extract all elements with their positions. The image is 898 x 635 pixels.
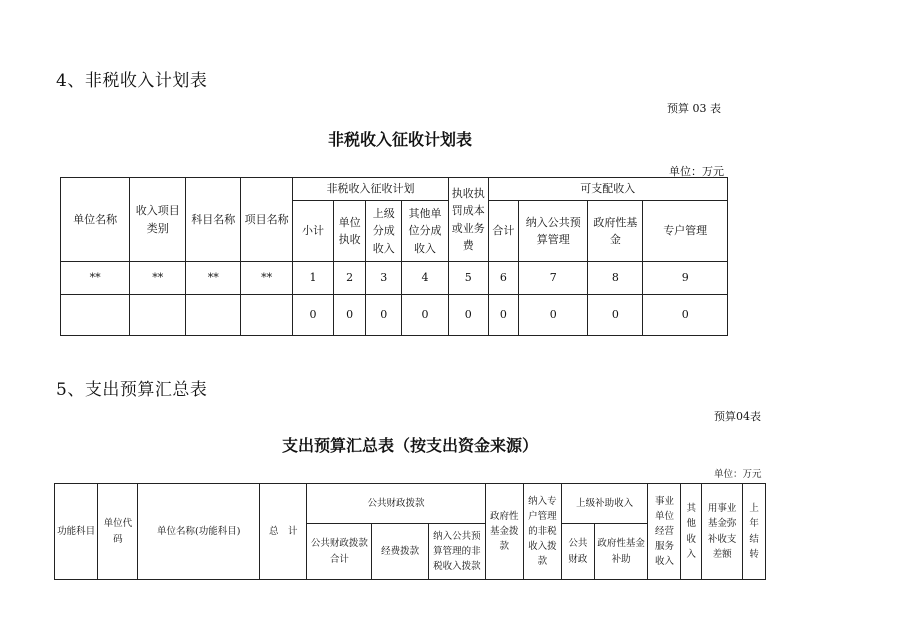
data-cell [61,295,130,336]
header-subject-name: 科目名称 [186,178,241,262]
section-4-title: 4、非税收入计划表 [56,71,208,91]
header-gov-fund: 政府性基金 [588,201,643,262]
header-unit-enforce: 单位执收 [333,201,366,262]
index-row [61,262,728,295]
header-upper-share: 上级分成收入 [366,201,402,262]
header-public-finance: 公共财政 [561,524,594,580]
header-gov-fund-alloc: 政府性基金拨款 [485,484,523,580]
header-other-income: 其他收入 [681,484,702,580]
index-cell: 6 [488,262,519,295]
header-upper-subsidy-group: 上级补助收入 [561,484,648,524]
header-total: 合计 [488,201,519,262]
section-5-title: 5、支出预算汇总表 [56,380,208,400]
data-row [61,295,728,336]
header-other-share: 其他单位分成收入 [402,201,449,262]
header-nontax-public: 纳入公共预算管理的非税收入拨款 [428,524,485,580]
header-unit-code: 单位代码 [98,484,138,580]
index-cell: 7 [519,262,588,295]
header-subtotal: 小计 [293,201,334,262]
header-business-income: 事业单位经营服务收入 [648,484,681,580]
section-5-unit: 单位：万元 [714,469,762,480]
expenditure-summary-table [54,483,766,580]
index-cell: ** [61,262,130,295]
index-cell: 3 [366,262,402,295]
index-cell: 4 [402,262,449,295]
header-public-fin-group: 公共财政拨款 [307,484,485,524]
nontax-income-plan-table [60,177,728,336]
header-enforcement-cost: 执收执罚成本或业务费 [448,178,488,262]
index-cell: ** [186,262,241,295]
data-cell: 0 [448,295,488,336]
header-gov-fund-subsidy: 政府性基金补助 [594,524,648,580]
section-4-table-code: 预算 03 表 [667,102,721,115]
data-cell: 0 [588,295,643,336]
data-cell: 0 [402,295,449,336]
header-plan-group: 非税收入征收计划 [293,178,449,201]
header-income-category: 收入项目类别 [130,178,186,262]
index-cell: 5 [448,262,488,295]
header-public-budget: 纳入公共预算管理 [519,201,588,262]
data-cell: 0 [519,295,588,336]
data-cell [241,295,293,336]
header-unit-name: 单位名称 [61,178,130,262]
section-4-unit: 单位：万元 [669,165,724,178]
index-cell: ** [130,262,186,295]
header-grand-total: 总 计 [260,484,307,580]
header-disposable-group: 可支配收入 [488,178,727,201]
section-4-table-title: 非税收入征收计划表 [327,130,472,149]
header-special-nontax: 纳入专户管理的非税收入拨款 [523,484,561,580]
index-cell: 2 [333,262,366,295]
header-project-name: 项目名称 [241,178,293,262]
data-cell: 0 [488,295,519,336]
data-cell: 0 [643,295,728,336]
data-cell: 0 [366,295,402,336]
index-cell: ** [241,262,293,295]
index-cell: 8 [588,262,643,295]
header-func-subject: 功能科目 [55,484,98,580]
header-reserve-fund: 用事业基金弥补收支差额 [702,484,743,580]
index-cell: 1 [293,262,334,295]
header-operating-funds: 经费拨款 [372,524,429,580]
data-cell [130,295,186,336]
section-5-table-title: 支出预算汇总表（按支出资金来源） [281,436,538,455]
data-cell [186,295,241,336]
data-cell: 0 [293,295,334,336]
header-last-year: 上年结转 [743,484,766,580]
index-cell: 9 [643,262,728,295]
data-cell: 0 [333,295,366,336]
section-5-table-code: 预算04表 [714,410,761,423]
header-public-fin-total: 公共财政拨款合计 [307,524,372,580]
header-unit-name: 单位名称(功能科目) [138,484,260,580]
header-special-account: 专户管理 [643,201,728,262]
